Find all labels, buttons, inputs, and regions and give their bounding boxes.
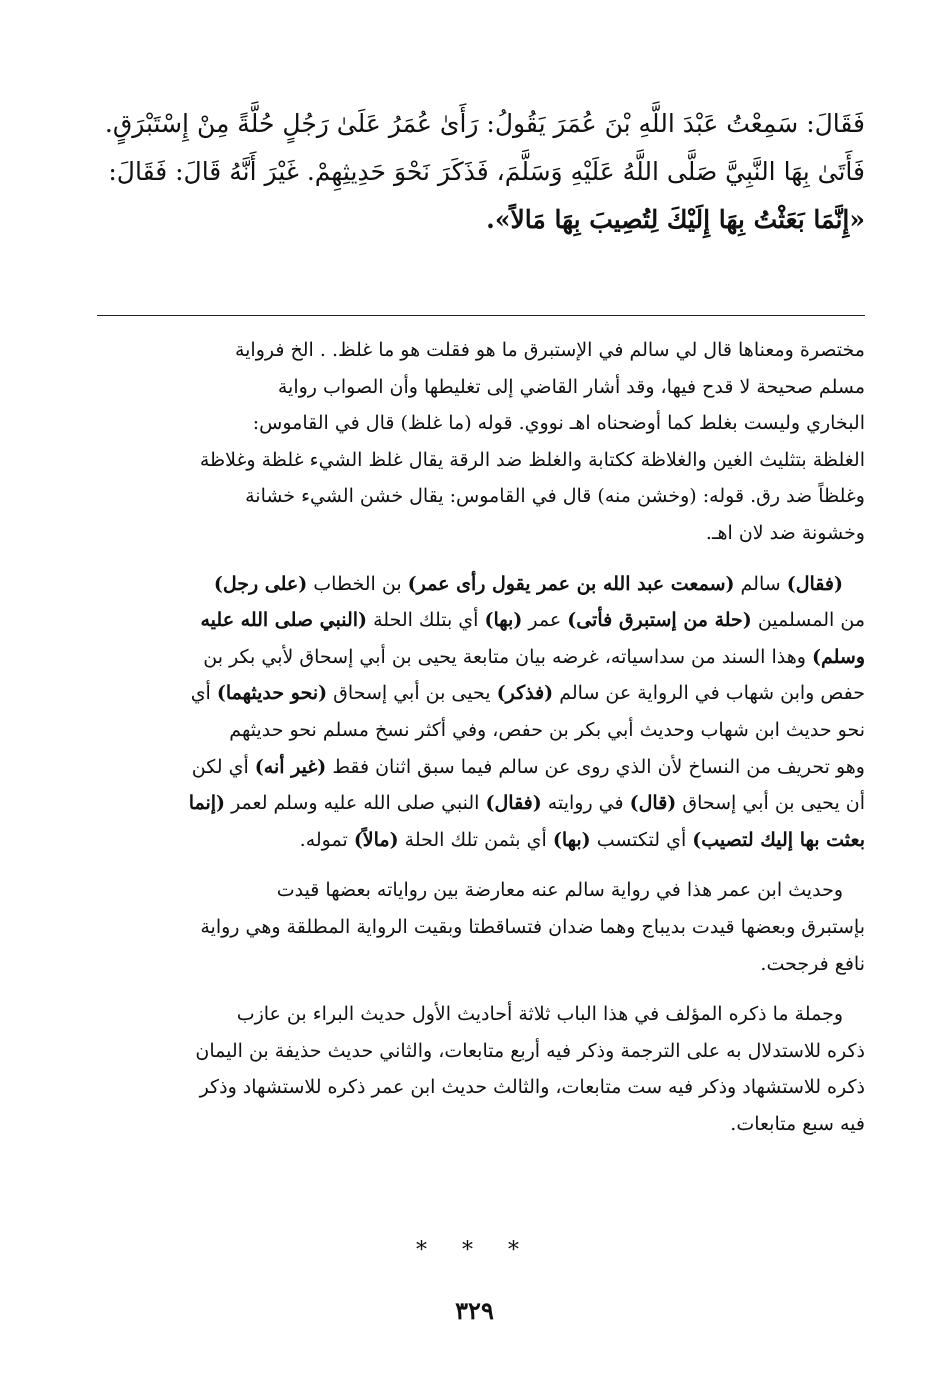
text-run: نحو حديث ابن شهاب وحديث أبي بكر بن حفص، وفي أكثر نسخ مسلم نحو حديثهم — [229, 718, 865, 741]
commentary-line: وجملة ما ذكره المؤلف في هذا الباب ثلاثة أحاديث الأول حديث البراء بن عازب — [236, 1003, 843, 1026]
text-run: تموله. — [299, 828, 354, 851]
commentary-line: فيه سبع متابعات. — [730, 1112, 865, 1135]
commentary-paragraph — [97, 996, 865, 1142]
text-run: أي — [190, 682, 217, 705]
commentary-line — [97, 566, 865, 603]
commentary-paragraph — [97, 332, 865, 552]
text-run: وهو تحريف من النساخ لأن الذي روى عن سالم فيما سبق اثنان فقط — [326, 755, 865, 778]
text-run: سالم — [734, 572, 787, 595]
text-run: يحيى بن أبي إسحاق — [327, 682, 497, 705]
hadith-line: فَقَالَ: سَمِعْتُ عَبْدَ اللَّهِ بْنَ عُمَرَ يَقُولُ: رَأَىٰ عُمَرُ عَلَىٰ رَجُلٍ حُلَّةً مِنْ إِسْتَبْرَقٍ. — [104, 109, 865, 138]
text-run: (فقال) — [786, 572, 843, 595]
text-run: (بها) — [552, 828, 591, 851]
commentary-line — [97, 712, 865, 749]
commentary-line: مختصرة ومعناها قال لي سالم في الإستبرق ما هو فقلت هو ما غلظ. . الخ فرواية — [234, 339, 865, 361]
hadith-text — [100, 100, 865, 244]
page-number: ٣٢٩ — [455, 1296, 494, 1325]
section-separator: * * * — [416, 1238, 533, 1263]
commentary-line: بإستبرق وبعضها قيدت بديباج وهما ضدان فتساقطتا وبقيت الرواية المطلقة وهي رواية — [200, 915, 865, 938]
commentary-line — [97, 749, 865, 786]
text-run: أن يحيى بن أبي إسحاق — [676, 792, 865, 815]
text-run: بعثت بها إليك لتصيب) — [692, 828, 865, 851]
commentary-paragraph — [97, 566, 865, 859]
text-run: أي لكن — [191, 755, 255, 778]
text-run: (مالاً) — [353, 828, 399, 851]
text-run: في روايته — [541, 792, 630, 815]
commentary-line — [97, 675, 865, 712]
footnote-divider — [97, 315, 865, 316]
commentary-line: وغلظاً ضد رق. قوله: (وخشن منه) قال في القاموس: يقال خشن الشيء خشانة — [245, 485, 865, 508]
text-run: (على رجل) — [213, 572, 308, 595]
commentary-line: نافع فرجحت. — [760, 952, 865, 975]
commentary-line: وخشونة ضد لان اهـ. — [705, 521, 865, 544]
text-run: (النبي صلى الله عليه — [200, 609, 368, 632]
commentary-line: وحديث ابن عمر هذا في رواية سالم عنه معارضة بين رواياته بعضها قيدت — [276, 879, 843, 902]
text-run: (غير أنه) — [254, 755, 327, 778]
text-run: (إنما — [188, 792, 226, 815]
text-run: أي بثمن تلك الحلة — [398, 828, 553, 851]
commentary — [97, 332, 865, 1156]
text-run: (فذكر) — [496, 682, 554, 705]
text-run: (سمعت عبد الله بن عمر يقول رأى عمر) — [407, 572, 735, 595]
commentary-line — [97, 602, 865, 639]
commentary-line: مسلم صحيحة لا قدح فيها، وقد أشار القاضي إلى تغليطها وأن الصواب رواية — [277, 375, 865, 398]
commentary-paragraph — [97, 872, 865, 982]
text-run: عمر — [522, 609, 568, 632]
text-run: من المسلمين — [751, 609, 865, 632]
commentary-line: الغلظة بتثليث الغين والغلاظة ككتابة والغلظ ضد الرقة يقال غلظ الشيء غلظة وغلاظة — [199, 448, 865, 471]
text-run: حفص وابن شهاب في الرواية عن سالم — [553, 682, 865, 705]
text-run: وسلم) — [811, 645, 865, 668]
commentary-line — [97, 822, 865, 859]
text-run: (فقال) — [485, 792, 542, 815]
text-run: بن الخطاب — [307, 572, 408, 595]
text-run: (بها) — [484, 609, 523, 632]
text-run: أي لتكتسب — [590, 828, 693, 851]
text-run: أي بتلك الحلة — [367, 609, 485, 632]
commentary-line: البخاري وليست بغلط كما أوضحناه اهـ نووي. قوله (ما غلظ) قال في القاموس: — [252, 412, 865, 435]
hadith-line: فَأَتَىٰ بِهَا النَّبِيَّ صَلَّى اللَّهُ عَلَيْهِ وَسَلَّمَ، فَذَكَرَ نَحْوَ حَدِيثِهِمْ. غَيْرَ أَنَّهُ قَالَ: فَقَالَ: — [108, 157, 865, 186]
commentary-line: ذكره للاستشهاد وذكر فيه ست متابعات، والثالث حديث ابن عمر ذكره للاستشهاد وذكر — [199, 1076, 865, 1099]
commentary-line — [97, 785, 865, 822]
text-run: وهذا السند من سداسياته، غرضه بيان متابعة يحيى بن أبي إسحاق لأبي بكر بن — [203, 645, 812, 668]
text-run: (حلة من إستبرق فأتى) — [567, 609, 752, 632]
commentary-line: ذكره للاستدلال به على الترجمة وذكر فيه أربع متابعات، والثاني حديث حذيفة بن اليمان — [195, 1039, 865, 1062]
hadith-line: «إِنَّمَا بَعَثْتُ بِهَا إِلَيْكَ لِتُصِيبَ بِهَا مَالاً». — [486, 205, 865, 234]
text-run: (قال) — [629, 792, 677, 815]
commentary-line — [97, 639, 865, 676]
text-run: النبي صلى الله عليه وسلم لعمر — [225, 792, 486, 815]
text-run: (نحو حديثهما) — [216, 682, 328, 705]
